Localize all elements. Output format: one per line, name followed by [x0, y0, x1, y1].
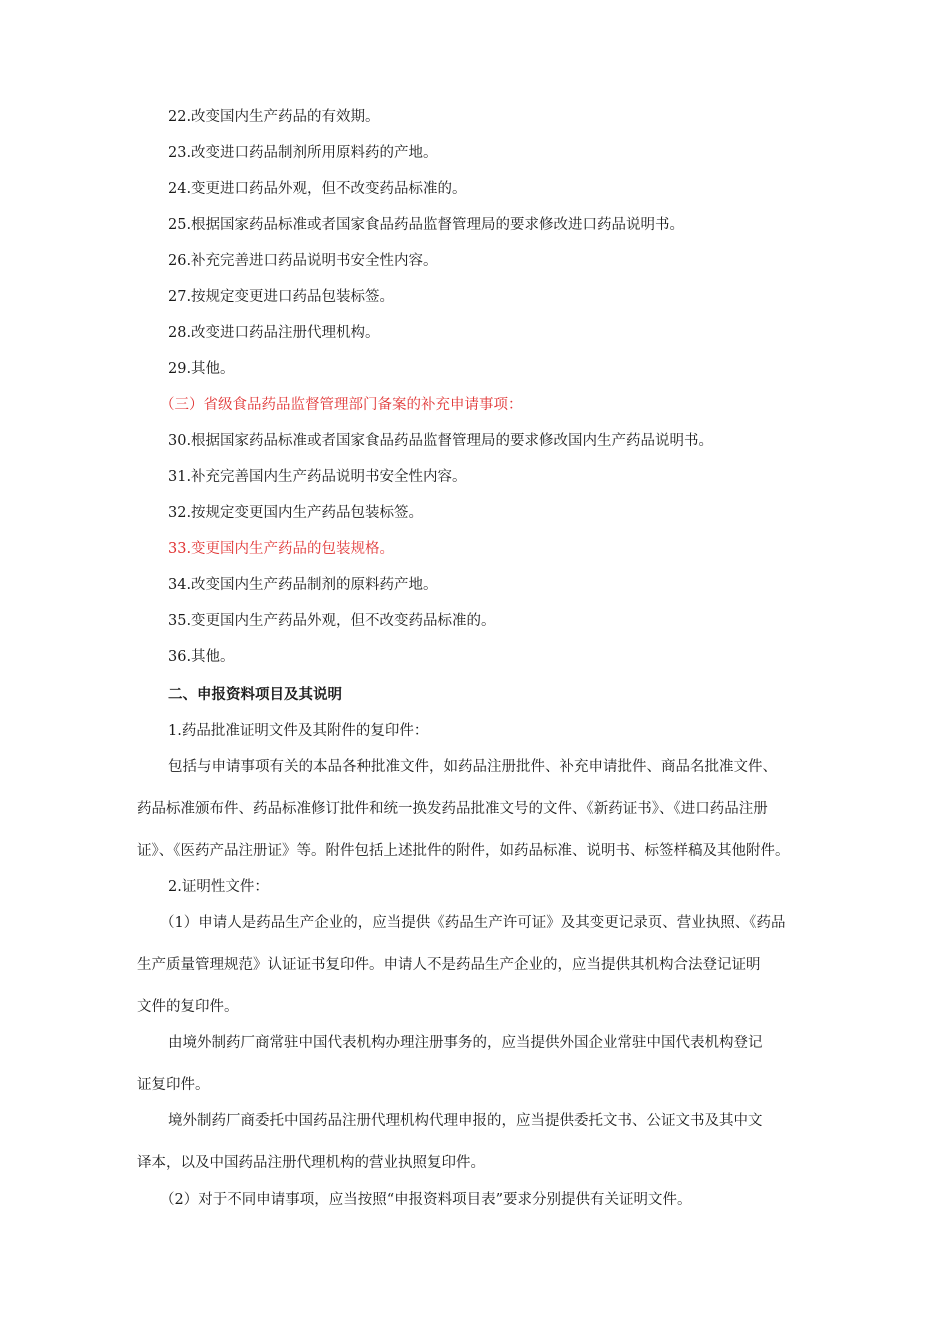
paragraph-line: 由境外制药厂商常驻中国代表机构办理注册事务的，应当提供外国企业常驻中国代表机构登记 [168, 1035, 763, 1051]
paragraph-line: 证》、《医药产品注册证》等。附件包括上述批件的附件，如药品标准、说明书、标签样稿及其他附件。 [137, 843, 790, 859]
paragraph-line: 文件的复印件。 [137, 999, 239, 1015]
list-item: 35.变更国内生产药品外观，但不改变药品标准的。 [168, 613, 496, 629]
list-item: 26.补充完善进口药品说明书安全性内容。 [168, 253, 438, 269]
list-item: 30.根据国家药品标准或者国家食品药品监督管理局的要求修改国内生产药品说明书。 [168, 433, 714, 449]
list-item: 22.改变国内生产药品的有效期。 [168, 109, 380, 125]
paragraph-line: 包括与申请事项有关的本品各种批准文件，如药品注册批件、补充申请批件、商品名批准文件、 [168, 759, 777, 775]
paragraph-line: （2）对于不同申请事项，应当按照“申报资料项目表”要求分别提供有关证明文件。 [160, 1192, 692, 1208]
list-item: 27.按规定变更进口药品包装标签。 [168, 289, 395, 305]
list-item: 29.其他。 [168, 361, 235, 377]
paragraph-line: 译本，以及中国药品注册代理机构的营业执照复印件。 [137, 1155, 485, 1171]
paragraph-line: 境外制药厂商委托中国药品注册代理机构代理申报的，应当提供委托文书、公证文书及其中文 [168, 1113, 763, 1129]
section-heading: （三）省级食品药品监督管理部门备案的补充申请事项： [160, 397, 523, 413]
list-item: 36.其他。 [168, 649, 235, 665]
part-heading: 二、申报资料项目及其说明 [168, 686, 342, 703]
list-item: 34.改变国内生产药品制剂的原料药产地。 [168, 577, 438, 593]
paragraph-line: 生产质量管理规范》认证证书复印件。申请人不是药品生产企业的，应当提供其机构合法登记证明 [137, 957, 761, 973]
paragraph-line: 证复印件。 [137, 1077, 210, 1093]
list-item: 28.改变进口药品注册代理机构。 [168, 325, 380, 341]
list-item: 23.改变进口药品制剂所用原料药的产地。 [168, 145, 438, 161]
subsection-title: 2.证明性文件： [168, 879, 269, 895]
list-item: 24.变更进口药品外观，但不改变药品标准的。 [168, 181, 467, 197]
paragraph-line: （1）申请人是药品生产企业的，应当提供《药品生产许可证》及其变更记录页、营业执照、《药品 [160, 915, 786, 931]
list-item: 25.根据国家药品标准或者国家食品药品监督管理局的要求修改进口药品说明书。 [168, 217, 685, 233]
paragraph-line: 药品标准颁布件、药品标准修订批件和统一换发药品批准文号的文件、《新药证书》、《进口药品注册 [137, 801, 768, 817]
list-item: 31.补充完善国内生产药品说明书安全性内容。 [168, 469, 467, 485]
list-item: 32.按规定变更国内生产药品包装标签。 [168, 505, 424, 521]
list-item-highlighted: 33.变更国内生产药品的包装规格。 [168, 541, 395, 557]
subsection-title: 1.药品批准证明文件及其附件的复印件： [168, 723, 429, 739]
